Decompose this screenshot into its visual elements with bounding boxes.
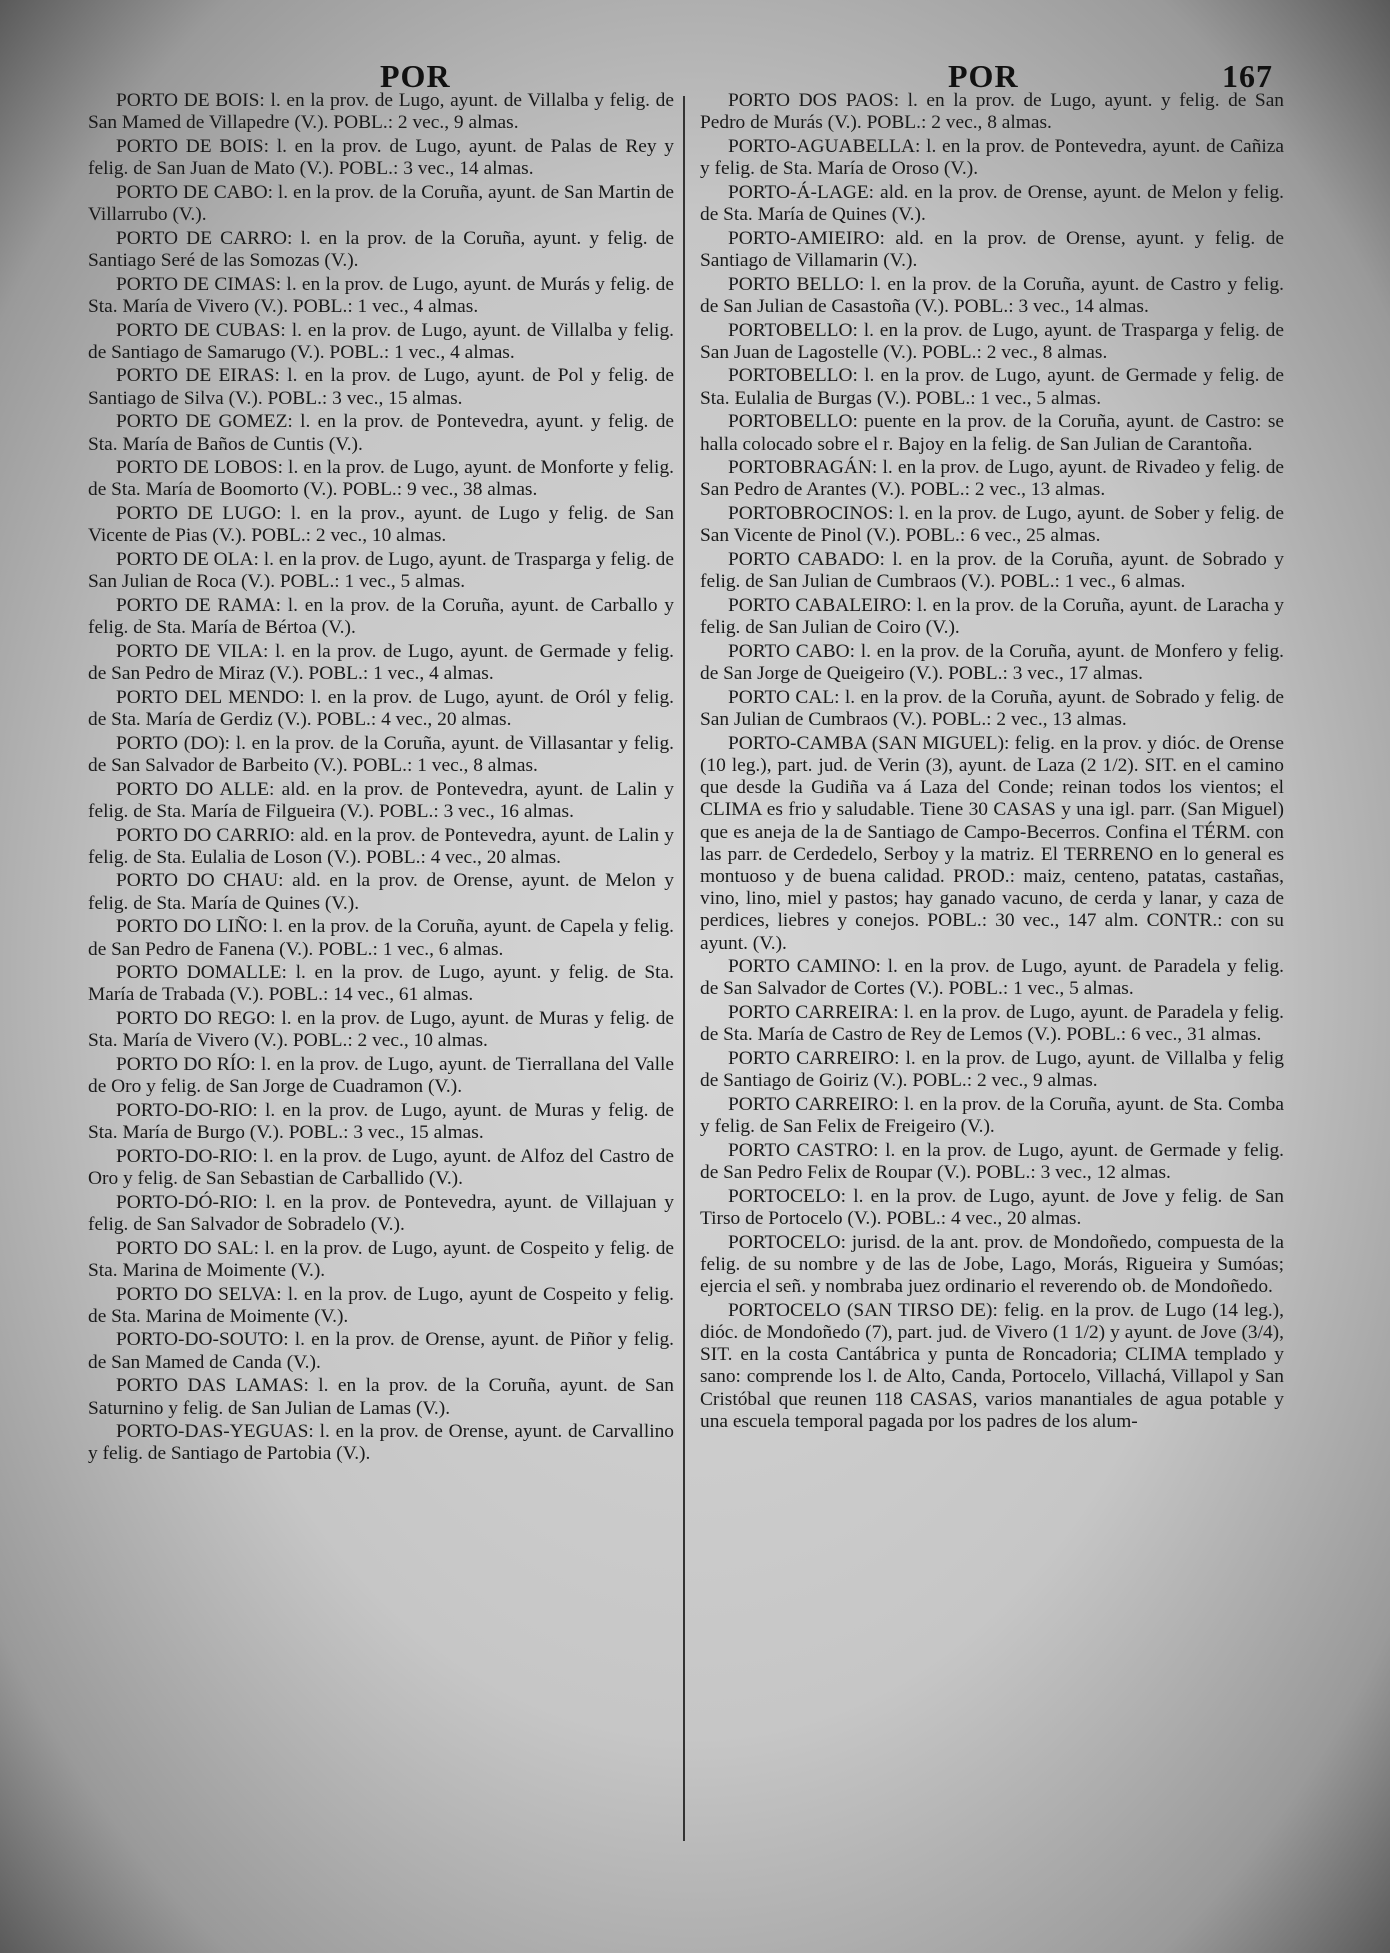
entry: PORTO DO CHAU: ald. en la prov. de Orense, ayunt. de Melon y felig. de Sta. María de Quines (V.). (88, 870, 674, 914)
entry: PORTO CARREIRA: l. en la prov. de Lugo, ayunt. de Paradela y felig. de Sta. María de Castro de Rey de Lemos (V.). POBL.: 6 vec., 31 almas. (700, 1002, 1284, 1046)
entry: PORTO-AMIEIRO: ald. en la prov. de Orense, ayunt. y felig. de Santiago de Villamarin (V.). (700, 227, 1284, 271)
entry: PORTO DO REGO: l. en la prov. de Lugo, ayunt. de Muras y felig. de Sta. María de Vivero (V.). POBL.: 2 vec., 10 almas. (88, 1008, 674, 1052)
entry: PORTO (DO): l. en la prov. de la Coruña, ayunt. de Villasantar y felig. de San Salvador de Barbeito (V.). POBL.: 1 vec., 8 almas. (88, 732, 674, 776)
entry: PORTO DE OLA: l. en la prov. de Lugo, ayunt. de Trasparga y felig. de San Julian de Roca (V.). POBL.: 1 vec., 5 almas. (88, 549, 674, 593)
entry: PORTO BELLO: l. en la prov. de la Coruña, ayunt. de Castro y felig. de San Julian de Casastoña (V.). POBL.: 3 vec., 14 almas. (700, 273, 1284, 317)
entry: PORTO CABALEIRO: l. en la prov. de la Coruña, ayunt. de Laracha y felig. de San Julian de Coiro (V.). (700, 594, 1284, 639)
entry: PORTO-DÓ-RIO: l. en la prov. de Pontevedra, ayunt. de Villajuan y felig. de San Salvador de Sobradelo (V.). (88, 1191, 674, 1235)
entry: PORTO DEL MENDO: l. en la prov. de Lugo, ayunt. de Oról y felig. de Sta. María de Gerdiz (V.). POBL.: 4 vec., 20 almas. (88, 686, 674, 730)
entry: PORTOCELO (SAN TIRSO DE): felig. en la prov. de Lugo (14 leg.), dióc. de Mondoñedo (7), part. jud. de Vivero (1 1/2) y ayunt. de Jove (3/4), SIT. en la costa Cantábrica y punta de Roncadoria; CLIMA templado y sano: comprende los l. de Alto, Canda, Portocelo, Villachá, Villapol y San Cristóbal que reunen 118 CASAS, varios manantiales de agua potable y una escuela temporal pagada por los padres de los alum- (700, 1299, 1284, 1432)
column-divider (683, 96, 685, 1841)
entry: PORTOBRAGÁN: l. en la prov. de Lugo, ayunt. de Rivadeo y felig. de San Pedro de Arantes (V.). POBL.: 2 vec., 13 almas. (700, 457, 1284, 501)
entry: PORTOCELO: jurisd. de la ant. prov. de Mondoñedo, compuesta de la felig. de su nombre y de las de Jobe, Lago, Morás, Rigueira y Sumóas; ejercia el señ. y nombraba juez ordinario el reverendo ob. de Mondoñedo. (700, 1231, 1284, 1298)
entry: PORTO CABADO: l. en la prov. de la Coruña, ayunt. de Sobrado y felig. de San Julian de Cumbraos (V.). POBL.: 1 vec., 6 almas. (700, 549, 1284, 593)
entry: PORTO DAS LAMAS: l. en la prov. de la Coruña, ayunt. de San Saturnino y felig. de San Julian de Lamas (V.). (88, 1375, 674, 1419)
entry: PORTO DE CARRO: l. en la prov. de la Coruña, ayunt. y felig. de Santiago Seré de las Somozas (V.). (88, 227, 674, 271)
entry: PORTO DE CIMAS: l. en la prov. de Lugo, ayunt. de Murás y felig. de Sta. María de Vivero (V.). POBL.: 1 vec., 4 almas. (88, 273, 674, 317)
page-number: 167 (1222, 58, 1273, 94)
entry: PORTO DOMALLE: l. en la prov. de Lugo, ayunt. y felig. de Sta. María de Trabada (V.). POBL.: 14 vec., 61 almas. (88, 962, 674, 1006)
entry: PORTO DE BOIS: l. en la prov. de Lugo, ayunt. de Palas de Rey y felig. de San Juan de Mato (V.). POBL.: 3 vec., 14 almas. (88, 135, 674, 180)
entry: PORTO DO RÍO: l. en la prov. de Lugo, ayunt. de Tierrallana del Valle de Oro y felig. de San Jorge de Cuadramon (V.). (88, 1054, 674, 1098)
entry: PORTO DO LIÑO: l. en la prov. de la Coruña, ayunt. de Capela y felig. de San Pedro de Fanena (V.). POBL.: 1 vec., 6 almas. (88, 916, 674, 960)
entry: PORTO CARREIRO: l. en la prov. de Lugo, ayunt. de Villalba y felig de Santiago de Goiriz (V.). POBL.: 2 vec., 9 almas. (700, 1048, 1284, 1092)
entry: PORTO-DO-RIO: l. en la prov. de Lugo, ayunt. de Muras y felig. de Sta. María de Burgo (V.). POBL.: 3 vec., 15 almas. (88, 1099, 674, 1144)
entry: PORTO-DO-RIO: l. en la prov. de Lugo, ayunt. de Alfoz del Castro de Oro y felig. de San Sebastian de Carballido (V.). (88, 1145, 674, 1190)
entry: PORTO-DO-SOUTO: l. en la prov. de Orense, ayunt. de Piñor y felig. de San Mamed de Canda (V.). (88, 1329, 674, 1373)
entry: PORTO DE RAMA: l. en la prov. de la Coruña, ayunt. de Carballo y felig. de Sta. María de Bértoa (V.). (88, 594, 674, 639)
entry: PORTO DOS PAOS: l. en la prov. de Lugo, ayunt. y felig. de San Pedro de Murás (V.). POBL.: 2 vec., 8 almas. (700, 90, 1284, 134)
entry: PORTO CABO: l. en la prov. de la Coruña, ayunt. de Monfero y felig. de San Jorge de Queigeiro (V.). POBL.: 3 vec., 17 almas. (700, 640, 1284, 685)
entry: PORTOBELLO: l. en la prov. de Lugo, ayunt. de Trasparga y felig. de San Juan de Lagostelle (V.). POBL.: 2 vec., 8 almas. (700, 319, 1284, 363)
entry: PORTO DO CARRIO: ald. en la prov. de Pontevedra, ayunt. de Lalin y felig. de Sta. Eulalia de Loson (V.). POBL.: 4 vec., 20 almas. (88, 824, 674, 868)
right-column (700, 90, 1284, 1434)
entry: PORTO DO ALLE: ald. en la prov. de Pontevedra, ayunt. de Lalin y felig. de Sta. María de Filgueira (V.). POBL.: 3 vec., 16 almas. (88, 778, 674, 822)
running-head-left: POR (380, 58, 451, 94)
entry: PORTO DE GOMEZ: l. en la prov. de Pontevedra, ayunt. y felig. de Sta. María de Baños de Cuntis (V.). (88, 411, 674, 455)
entry: PORTO DE LUGO: l. en la prov., ayunt. de Lugo y felig. de San Vicente de Pias (V.). POBL.: 2 vec., 10 almas. (88, 503, 674, 547)
entry: PORTO DE CUBAS: l. en la prov. de Lugo, ayunt. de Villalba y felig. de Santiago de Samarugo (V.). POBL.: 1 vec., 4 almas. (88, 319, 674, 363)
entry: PORTO CAL: l. en la prov. de la Coruña, ayunt. de Sobrado y felig. de San Julian de Cumbraos (V.). POBL.: 2 vec., 13 almas. (700, 686, 1284, 730)
entry: PORTOBELLO: puente en la prov. de la Coruña, ayunt. de Castro: se halla colocado sobre el r. Bajoy en la felig. de San Julian de Carantoña. (700, 411, 1284, 455)
entry: PORTO DE EIRAS: l. en la prov. de Lugo, ayunt. de Pol y felig. de Santiago de Silva (V.). POBL.: 3 vec., 15 almas. (88, 365, 674, 409)
entry: PORTO DO SAL: l. en la prov. de Lugo, ayunt. de Cospeito y felig. de Sta. Marina de Moimente (V.). (88, 1237, 674, 1281)
entry: PORTO CARREIRO: l. en la prov. de la Coruña, ayunt. de Sta. Comba y felig. de San Felix de Freigeiro (V.). (700, 1093, 1284, 1138)
entry: PORTOBELLO: l. en la prov. de Lugo, ayunt. de Germade y felig. de Sta. Eulalia de Burgas (V.). POBL.: 1 vec., 5 almas. (700, 365, 1284, 409)
entry: PORTO DO SELVA: l. en la prov. de Lugo, ayunt de Cospeito y felig. de Sta. Marina de Moimente (V.). (88, 1283, 674, 1327)
entry: PORTO DE VILA: l. en la prov. de Lugo, ayunt. de Germade y felig. de San Pedro de Miraz (V.). POBL.: 1 vec., 4 almas. (88, 640, 674, 685)
entry: PORTO-DAS-YEGUAS: l. en la prov. de Orense, ayunt. de Carvallino y felig. de Santiago de Partobia (V.). (88, 1421, 674, 1465)
running-head-right: POR (948, 58, 1019, 94)
entry: PORTOCELO: l. en la prov. de Lugo, ayunt. de Jove y felig. de San Tirso de Portocelo (V.). POBL.: 4 vec., 20 almas. (700, 1185, 1284, 1229)
entry: PORTO CAMINO: l. en la prov. de Lugo, ayunt. de Paradela y felig. de San Salvador de Cortes (V.). POBL.: 1 vec., 5 almas. (700, 956, 1284, 1000)
entry: PORTOBROCINOS: l. en la prov. de Lugo, ayunt. de Sober y felig. de San Vicente de Pinol (V.). POBL.: 6 vec., 25 almas. (700, 503, 1284, 547)
entry: PORTO CASTRO: l. en la prov. de Lugo, ayunt. de Germade y felig. de San Pedro Felix de Roupar (V.). POBL.: 3 vec., 12 almas. (700, 1139, 1284, 1184)
entry: PORTO DE LOBOS: l. en la prov. de Lugo, ayunt. de Monforte y felig. de Sta. María de Boomorto (V.). POBL.: 9 vec., 38 almas. (88, 457, 674, 501)
entry: PORTO-CAMBA (SAN MIGUEL): felig. en la prov. y dióc. de Orense (10 leg.), part. jud. de Verin (3), ayunt. de Laza (2 1/2). SIT. en el camino que desde la Gudiña va á Laza del Conde; reinan todos los vientos; el CLIMA es frio y saludable. Tiene 30 CASAS y una igl. parr. (San Miguel) que es aneja de la de Santiago de Campo-Becerros. Confina el TÉRM. con las parr. de Cerdedelo, Serboy y la matriz. El TERRENO en lo general es montuoso y de buena calidad. PROD.: maiz, centeno, patatas, castañas, vino, lino, miel y pastos; hay ganado vacuno, de cerda y lanar, y caza de perdices, liebres y conejos. POBL.: 30 vec., 147 alm. CONTR.: con su ayunt. (V.). (700, 732, 1284, 954)
entry: PORTO DE CABO: l. en la prov. de la Coruña, ayunt. de San Martin de Villarrubo (V.). (88, 181, 674, 226)
left-column (88, 90, 674, 1467)
entry: PORTO DE BOIS: l. en la prov. de Lugo, ayunt. de Villalba y felig. de San Mamed de Villapedre (V.). POBL.: 2 vec., 9 almas. (88, 90, 674, 134)
entry: PORTO-Á-LAGE: ald. en la prov. de Orense, ayunt. de Melon y felig. de Sta. María de Quines (V.). (700, 181, 1284, 226)
entry: PORTO-AGUABELLA: l. en la prov. de Pontevedra, ayunt. de Cañiza y felig. de Sta. María de Oroso (V.). (700, 135, 1284, 180)
